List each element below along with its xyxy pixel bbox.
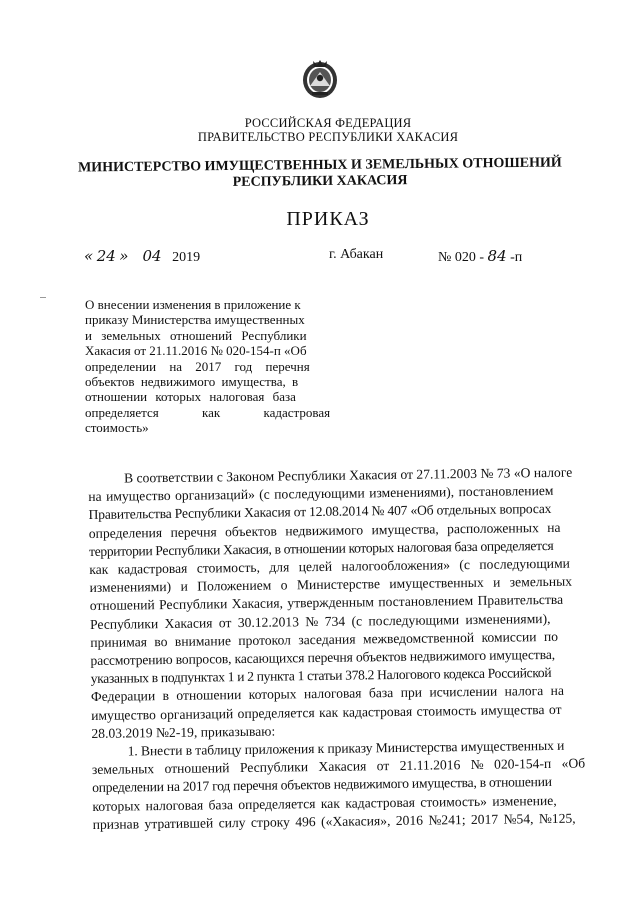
date-quote-open: « (84, 247, 94, 265)
body-line: как кадастровая стоимость, для целей налогообложения» (с последующими (89, 555, 571, 578)
margin-mark (40, 297, 46, 298)
government-name: ПРАВИТЕЛЬСТВО РЕСПУБЛИКИ ХАКАСИЯ (197, 130, 459, 144)
body-line: указанных в подпунктах 1 и 2 пункта 1 статьи 378.2 Налогового кодекса Российской (90, 665, 552, 687)
ministry-line-2: РЕСПУБЛИКИ ХАКАСИЯ (232, 173, 408, 190)
ministry-line-1: МИНИСТЕРСТВО ИМУЩЕСТВЕННЫХ И ЗЕМЕЛЬНЫХ ОТНОШЕНИЙ (77, 155, 562, 176)
subject-line: объектов недвижимого имущества, в (85, 374, 299, 390)
body-line: рассмотрению вопросов, касающихся перечня объектов недвижимого имущества, (90, 646, 555, 669)
ministry-name (60, 155, 580, 192)
subject-line: Хакасия от 21.11.2016 № 020-154-п «Об (85, 343, 307, 359)
subject-line: О внесении изменения в приложение к (85, 297, 301, 312)
body-line: земельных отношений Республики Хакасия от 21.11.2016 № 020-154-п «Об (91, 755, 586, 778)
order-date (84, 247, 200, 266)
document-type-title: ПРИКАЗ (286, 208, 370, 230)
body-line: 1. Внести в таблицу приложения к приказу Министерства имущественных и (127, 737, 565, 759)
body-line: определении на 2017 год перечня объектов недвижимого имущества, в отношении (92, 774, 552, 796)
subject-line: стоимость» (85, 420, 149, 436)
body-line: определения перечня объектов недвижимого имущества, расположенных на (88, 519, 561, 541)
date-year: 2019 (172, 250, 201, 265)
coat-of-arms-emblem (300, 56, 340, 100)
body-line: имущество организаций определяется как кадастровая стоимость имущества от (91, 701, 562, 723)
body-line: изменениями) и Положением о Министерстве имущественных и земельных (89, 573, 573, 596)
country-name: РОССИЙСКАЯ ФЕДЕРАЦИЯ (244, 116, 412, 130)
date-day: 24 (96, 247, 116, 265)
number-suffix: -п (510, 250, 523, 265)
body-line: Правительства Республики Хакасия от 12.08.2014 № 407 «Об отдельных вопросах (88, 501, 552, 523)
city-name: г. Абакан (329, 247, 384, 262)
number-value: 84 (487, 247, 507, 265)
subject-line: отношении которых налоговая база (85, 389, 296, 405)
date-quote-close: » (119, 247, 129, 265)
subject-line: определяется как кадастровая (85, 404, 331, 420)
body-line: которых налоговая база определяется как кадастровая стоимость» изменение, (92, 792, 557, 814)
body-line: отношений Республики Хакасия, утвержденным постановлением Правительства (89, 592, 564, 614)
subject-line: и земельных отношений Республики (85, 327, 307, 343)
body-line: на имущество организаций» (с последующими изменениями), постановлением (88, 483, 554, 505)
subject-line: определении на 2017 год перечня (85, 358, 310, 374)
order-body (88, 463, 601, 834)
subject-line: приказу Министерства имущественных (85, 312, 305, 328)
body-line: Республики Хакасия от 30.12.2013 № 734 (с последующими изменениями), (89, 610, 551, 632)
body-line: В соответствии с Законом Республики Хакасия от 27.11.2003 № 73 «О налоге (124, 464, 573, 486)
body-line: принимая во внимание протокол заседания межведомственной комиссии по (90, 628, 559, 650)
date-month: 04 (142, 247, 162, 265)
number-prefix: № 020 - (438, 250, 485, 265)
body-line: территории Республики Хакасия, в отношении которых налоговая база определяется (88, 537, 554, 559)
body-line: 28.03.2019 №2-19, приказываю: (91, 723, 276, 741)
order-subject (85, 297, 335, 436)
body-line: признав утратившей силу строку 496 («Хакасия», 2016 №241; 2017 №54, №125, (92, 810, 576, 832)
order-number (438, 247, 522, 266)
body-line: Федерации в отношении которых налоговая база при исчислении налога на (90, 683, 565, 705)
